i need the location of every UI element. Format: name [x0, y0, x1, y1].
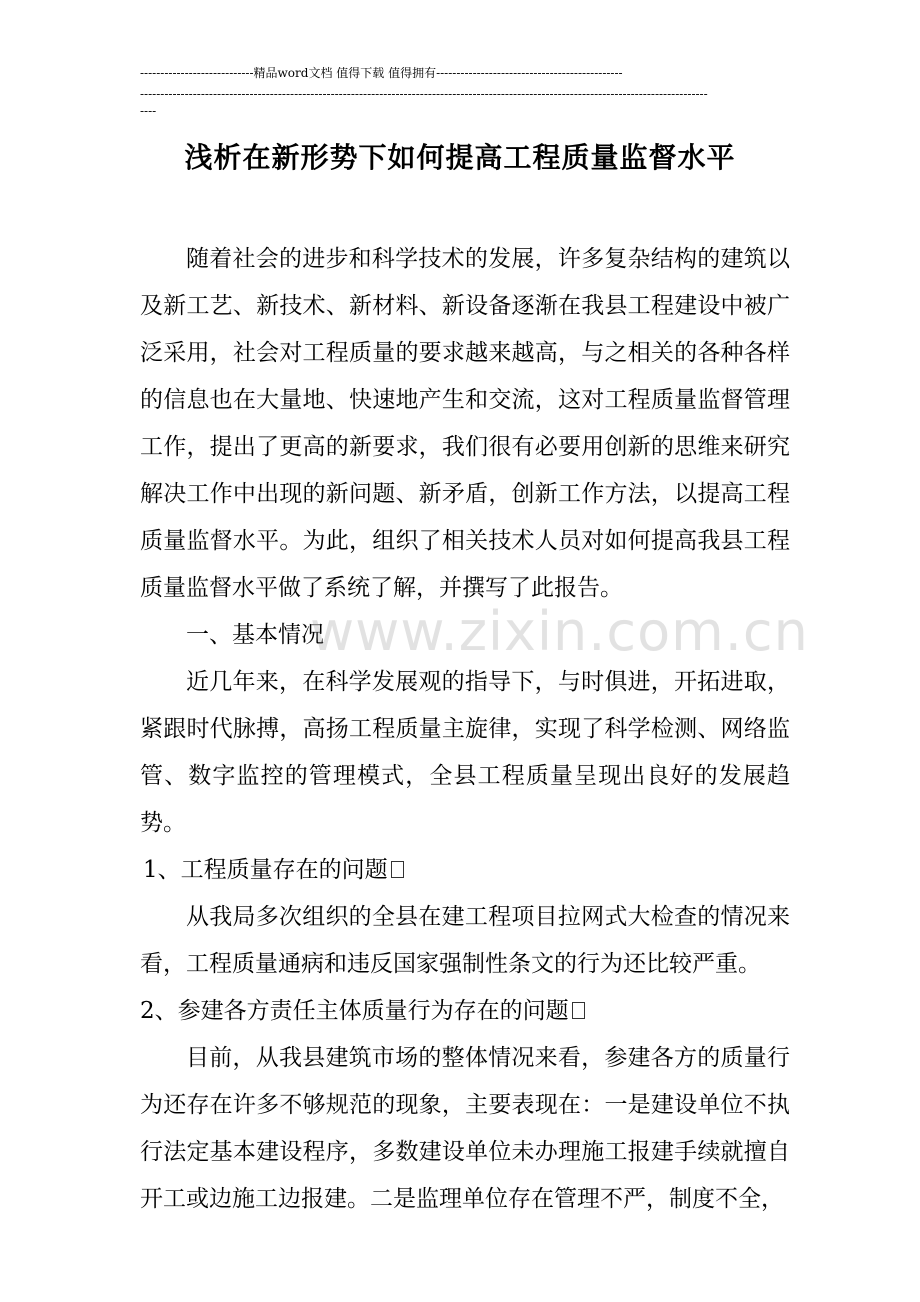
subheading-quality-problems — [143, 847, 790, 894]
paragraph-quality-problems: 从我局多次组织的全县在建工程项目拉网式大检查的情况来看，工程质量通病和违反国家强制性条文的行为还比较严重。 — [140, 904, 790, 977]
subheading-quality-problems-text: 1、工程质量存在的问题 — [143, 857, 388, 883]
subheading-party-behavior-text: 2、参建各方责任主体质量行为存在的问题 — [140, 998, 569, 1024]
header-line-2: -------------------------------------------------------------------------------------------------------------------------------------------- — [140, 87, 708, 101]
section-heading-basic: 一、基本情况 — [186, 622, 324, 648]
paragraph-intro: 随着社会的进步和科学技术的发展，许多复杂结构的建筑以及新工艺、新技术、新材料、新设备逐渐在我县工程建设中被广泛采用，社会对工程质量的要求越来越高，与之相关的各种各样的信息也在大量地、快速地产生和交流，这对工程质量监督管理工作，提出了更高的新要求，我们很有必要用创新的思维来研究解决工作中出现的新问题、新矛盾，创新工作方法，以提高工程质量监督水平。为此，组织了相关技术人员对如何提高我县工程质量监督水平做了系统了解，并撰写了此报告。 — [140, 246, 790, 601]
paragraph-basic-situation: 近几年来，在科学发展观的指导下，与时俱进，开拓进取，紧跟时代脉搏，高扬工程质量主旋律，实现了科学检测、网络监管、数字监控的管理模式，全县工程质量呈现出良好的发展趋势。 — [140, 669, 790, 836]
document-body — [140, 236, 790, 1223]
paragraph-party-behavior: 目前，从我县建筑市场的整体情况来看，参建各方的质量行为还存在许多不够规范的现象，主要表现在：一是建设单位不执行法定基本建设程序，多数建设单位未办理施工报建手续就擅自开工或边施工边报建。二是监理单位存在管理不严，制度不全， — [140, 1045, 790, 1212]
header-line-1: ----------------------------精品word文档 值得下载 值得拥有---------------------------------------------- — [140, 66, 623, 80]
missing-glyph-box — [391, 861, 404, 878]
watermark: www.zixin.com.cn — [310, 600, 809, 663]
subheading-party-behavior — [140, 988, 790, 1035]
header-line-3: ---- — [140, 104, 157, 118]
missing-glyph-box — [572, 1002, 585, 1019]
document-title: 浅析在新形势下如何提高工程质量监督水平 — [184, 141, 736, 174]
